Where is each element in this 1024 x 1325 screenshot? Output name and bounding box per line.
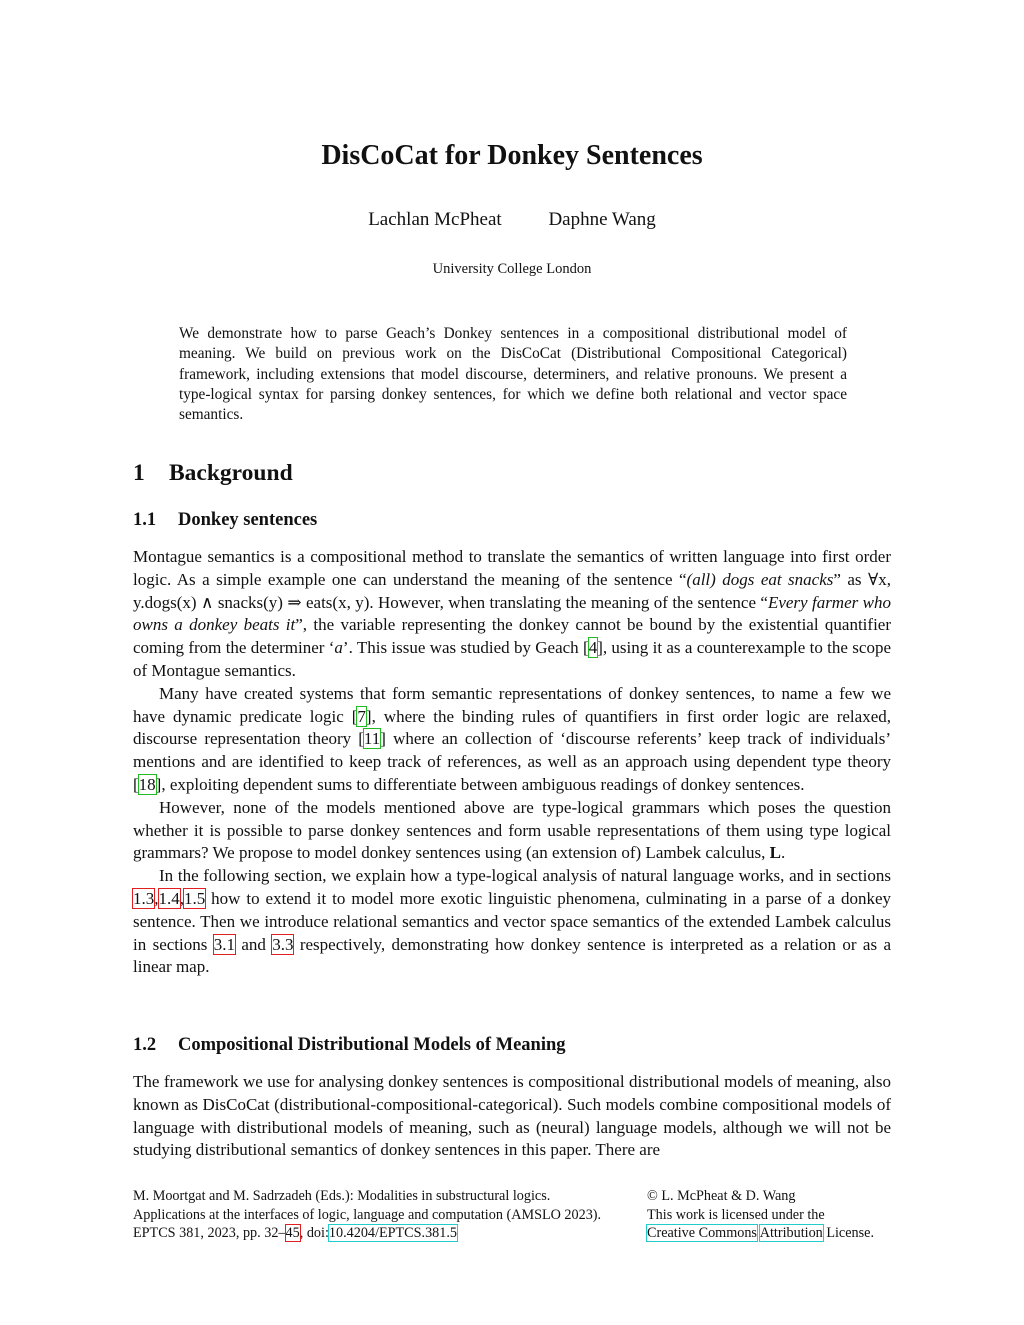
- text-run: , doi:: [299, 1225, 329, 1242]
- text-run: However, none of the models mentioned above are type-logical grammars which poses the question whether it is possible to parse donkey sentences and form usable representations of them using type logical grammars? We propose to model donkey sentences using (an extension of) Lambek calculus,: [133, 797, 891, 863]
- paragraph: In the following section, we explain how a type-logical analysis of natural language works, and in sections 1.3,1.4,1.5 how to extend it to model more exotic linguistic phenomena, culminating in a parse of a donkey sentence. Then we introduce relational semantics and vector space semantics of the extended Lambek calculus in sections 3.1 and 3.3 respectively, demonstrating how donkey sentence is interpreted as a relation or as a linear map.: [133, 866, 891, 977]
- footer-line: [647, 1224, 874, 1243]
- citation-link[interactable]: 18: [138, 774, 156, 794]
- author-list: [0, 209, 1024, 231]
- section-number: 1: [133, 460, 145, 486]
- emphasis: (all) dogs eat snacks: [686, 569, 834, 589]
- footer-license: [647, 1187, 874, 1243]
- doi-link[interactable]: 10.4204/EPTCS.381.5: [328, 1225, 457, 1242]
- footer-line: [133, 1224, 601, 1243]
- paragraph: [133, 797, 891, 865]
- author-name: Lachlan McPheat: [368, 209, 502, 230]
- citation-link[interactable]: 11: [363, 729, 381, 749]
- paragraph: [133, 546, 891, 683]
- subsection-title: Compositional Distributional Models of Meaning: [178, 1035, 566, 1055]
- footer-line: Applications at the interfaces of logic, language and computation (AMSLO 2023).: [133, 1206, 602, 1223]
- emphasis: a: [334, 638, 343, 658]
- section-link[interactable]: 3.3: [272, 934, 294, 954]
- citation-link[interactable]: 4: [588, 638, 598, 658]
- text-run: ], where the binding rules of quantifiers in first order logic are relaxed, discourse representation theory [: [133, 706, 891, 749]
- text-run: how to extend it to model more exotic linguistic phenomena, culminating in a parse of a donkey sentence. Then we introduce relational semantics and vector space semantics of the extended Lambek calculus in sections: [133, 888, 891, 954]
- bold-symbol: L: [769, 843, 781, 863]
- text-run: License.: [822, 1225, 874, 1242]
- text-run: ], exploiting dependent sums to differentiate between ambiguous readings of donkey sentences.: [155, 774, 805, 794]
- page-link[interactable]: 45: [285, 1225, 300, 1242]
- text-run: .: [780, 843, 786, 863]
- text-run: ], using it as a counterexample to the scope of Montague semantics.: [133, 638, 891, 680]
- section-link[interactable]: 1.5: [184, 888, 206, 908]
- footer-line: © L. McPheat & D. Wang: [647, 1188, 796, 1204]
- citation-link[interactable]: 7: [357, 706, 366, 726]
- license-link[interactable]: Creative Commons: [647, 1225, 757, 1242]
- section-heading: [133, 460, 293, 487]
- text-run: ’. This issue was studied by Geach [: [342, 638, 589, 658]
- body-text-block: [133, 546, 891, 979]
- subsection-title: Donkey sentences: [178, 510, 318, 530]
- text-run: and: [234, 934, 273, 954]
- text-run: Montague semantics is a compositional method to translate the semantics of written language into first order logic. As a simple example one can understand the meaning of the sentence “: [133, 547, 891, 589]
- footer-citation: [133, 1187, 601, 1243]
- footer-line: M. Moortgat and M. Sadrzadeh (Eds.): Modalities in substructural logics.: [133, 1188, 551, 1204]
- text-run: In the following section, we explain how a type-logical analysis of natural language works, and in sections: [159, 866, 891, 886]
- emphasis: Every farmer who owns a donkey beats it: [133, 592, 891, 635]
- paragraph: [133, 683, 891, 797]
- subsection-number: 1.2: [133, 1035, 157, 1055]
- text-run: respectively, demonstrating how donkey sentence is interpreted as a relation or as a linear map.: [133, 934, 891, 977]
- license-link[interactable]: Attribution: [759, 1225, 823, 1242]
- section-link[interactable]: 3.1: [213, 934, 235, 954]
- section-link[interactable]: 1.4: [158, 888, 180, 908]
- paper-title: DisCoCat for Donkey Sentences: [321, 140, 703, 171]
- body-text-block: [133, 1071, 891, 1162]
- subsection-number: 1.1: [133, 510, 157, 530]
- abstract: We demonstrate how to parse Geach’s Donkey sentences in a compositional distributional model of meaning. We build on previous work on the DisCoCat (Distributional Compositional Categorical) framework, including extensions that model discourse, determiners, and relative pronouns. We present a type-logical syntax for parsing donkey sentences, for which we define both relational and vector space semantics.: [179, 325, 847, 424]
- footer-line: This work is licensed under the: [647, 1206, 825, 1223]
- author-name: Daphne Wang: [548, 209, 656, 230]
- section-link[interactable]: 1.3: [133, 888, 155, 908]
- text-run: Many have created systems that form semantic representations of donkey sentences, to name a few we have dynamic predicate logic [: [133, 683, 891, 726]
- text-run: ] where an collection of ‘discourse referents’ keep track of individuals’ mentions and are identified to keep track of references, as well as an approach using dependent type theory [: [133, 729, 891, 794]
- section-title: Background: [169, 460, 293, 486]
- paragraph: The framework we use for analysing donkey sentences is compositional distributional models of meaning, also known as DisCoCat (distributional-compositional-categorical). Such models combine compositional models of language with distributional models of meaning, such as (neural) language models, although we will not be studying distributional semantics of donkey sentences in this paper. There are: [133, 1072, 891, 1160]
- subsection-heading: [133, 510, 317, 531]
- text-run: ” as ∀x, y.dogs(x) ∧ snacks(y) ⇒ eats(x, y). However, when translating the meaning of the sentence “: [133, 569, 891, 612]
- subsection-heading: [133, 1035, 566, 1056]
- affiliation: University College London: [432, 261, 592, 277]
- text-run: EPTCS 381, 2023, pp. 32–: [133, 1225, 286, 1242]
- text-run: ”, the variable representing the donkey cannot be bound by the existential quantifier coming from the determiner ‘: [133, 615, 891, 658]
